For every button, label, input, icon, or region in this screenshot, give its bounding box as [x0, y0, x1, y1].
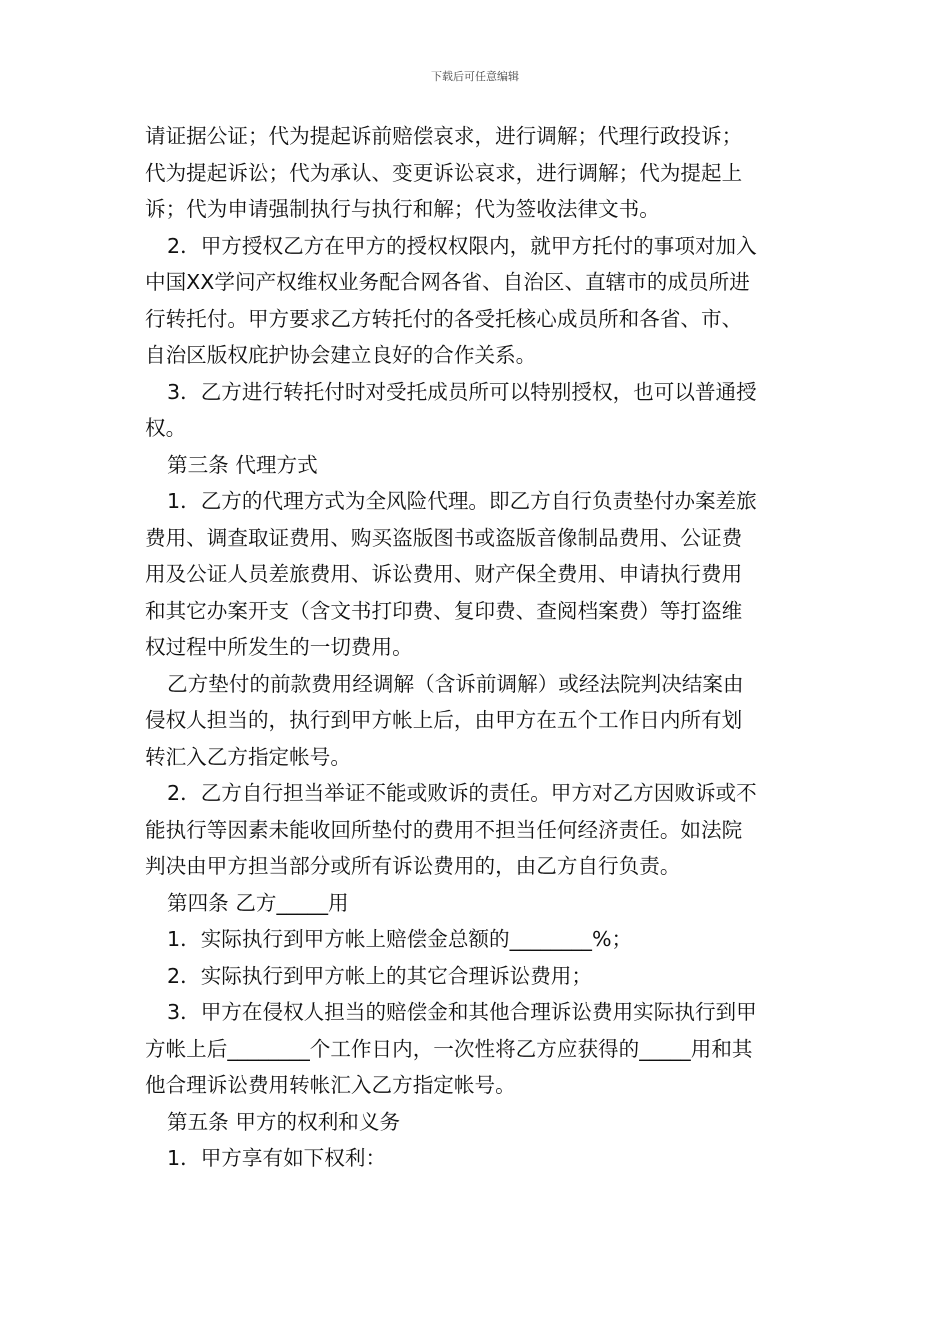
text-line: 权过程中所发生的一切费用。 [145, 635, 413, 659]
text-line: 费用、调查取证费用、购买盗版图书或盗版音像制品费用、公证费 [145, 525, 743, 550]
text-line: 请证据公证；代为提起诉前赔偿哀求，进行调解；代理行政投诉； [145, 124, 743, 148]
text-line: 用及公证人员差旅费用、诉讼费用、财产保全费用、申请执行费用 [145, 562, 743, 586]
page-header: 下载后可任意编辑 [431, 70, 519, 83]
text-line: 3．甲方在侵权人担当的赔偿金和其他合理诉讼费用实际执行到甲 [167, 1000, 757, 1024]
text-line: 第三条 代理方式 [167, 452, 318, 477]
text-line: 诉；代为申请强制执行与执行和解；代为签收法律文书。 [145, 197, 660, 221]
text-line: 1．甲方享有如下权利： [167, 1146, 387, 1170]
text-line: 权。 [145, 416, 187, 440]
text-line: 能执行等因素未能收回所垫付的费用不担当任何经济责任。如法院 [145, 817, 743, 842]
text-line: 2．甲方授权乙方在甲方的授权权限内，就甲方托付的事项对加入 [167, 233, 757, 258]
text-line: 第四条 乙方_____用 [167, 890, 349, 915]
text-line: 和其它办案开支（含文书打印费、复印费、查阅档案费）等打盗维 [145, 598, 743, 623]
text-line: 1．乙方的代理方式为全风险代理。即乙方自行负责垫付办案差旅 [167, 489, 757, 513]
text-line: 行转托付。甲方要求乙方转托付的各受托核心成员所和各省、市、 [145, 306, 743, 331]
text-line: 方帐上后________个工作日内，一次性将乙方应获得的_____用和其 [145, 1036, 753, 1061]
text-line: 3．乙方进行转托付时对受托成员所可以特别授权，也可以普通授 [167, 379, 757, 404]
text-line: 自治区版权庇护协会建立良好的合作关系。 [145, 343, 537, 367]
text-line: 第五条 甲方的权利和义务 [167, 1109, 401, 1134]
text-line: 侵权人担当的，执行到甲方帐上后，由甲方在五个工作日内所有划 [145, 708, 743, 732]
document-body [145, 118, 817, 1177]
text-line: 2．实际执行到甲方帐上的其它合理诉讼费用； [167, 963, 592, 988]
text-line: 乙方垫付的前款费用经调解（含诉前调解）或经法院判决结案由 [167, 671, 744, 696]
text-line: 他合理诉讼费用转帐汇入乙方指定帐号。 [145, 1073, 516, 1097]
text-line: 1．实际执行到甲方帐上赔偿金总额的________%； [167, 927, 633, 951]
text-line: 转汇入乙方指定帐号。 [145, 744, 351, 769]
text-line: 代为提起诉讼；代为承认、变更诉讼哀求，进行调解；代为提起上 [145, 160, 743, 185]
text-line: 中国XX学问产权维权业务配合网各省、自治区、直辖市的成员所进 [145, 270, 750, 294]
text-line: 判决由甲方担当部分或所有诉讼费用的，由乙方自行负责。 [145, 854, 681, 878]
text-line: 2．乙方自行担当举证不能或败诉的责任。甲方对乙方因败诉或不 [167, 781, 757, 805]
